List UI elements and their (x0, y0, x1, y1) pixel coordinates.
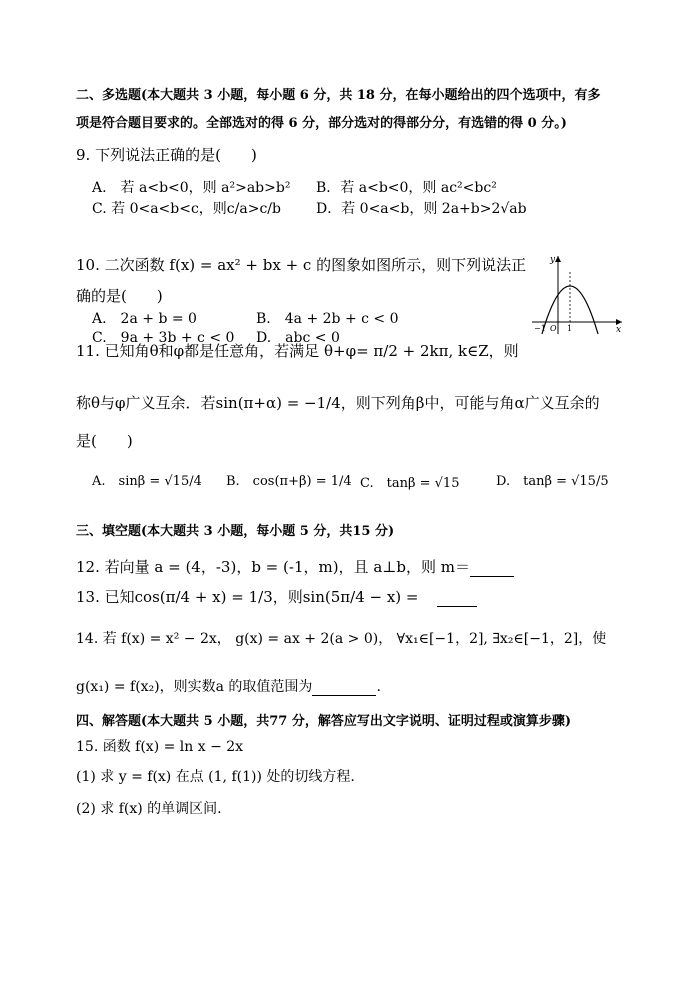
q11-stem-text-a: 已知角θ和φ都是任意角，若满足 (104, 342, 320, 360)
q14-text-line1: 若 f(x) = x² − 2x， g(x) = ax + 2(a > 0)， ∀x₁∈[−1，2], ∃x₂∈[−1，2]，使 (102, 631, 607, 647)
q15-part1: (1) 求 y = f(x) 在点 (1, f(1)) 处的切线方程. (76, 769, 355, 785)
q10-option-c: C. 9a + 3b + c < 0 (92, 330, 235, 346)
q14-line1 (76, 628, 606, 648)
q12-number: 12. (76, 558, 100, 576)
q11-option-c: C. tanβ = √15 (360, 476, 460, 491)
section3-header: 三、填空题(本大题共 3 小题，每小题 5 分，共15 分) (76, 524, 395, 539)
q10-option-b: B. 4a + 2b + c < 0 (256, 311, 399, 327)
q9-number: 9. (76, 146, 91, 164)
section4-header: 四、解答题(本大题共 5 小题，共77 分，解答应写出文字说明、证明过程或演算步骤) (76, 714, 572, 729)
q9-option-a: A. 若 a<b<0，则 a²>ab>b² (92, 180, 291, 196)
q9-option-d: D．若 0<a<b，则 2a+b>2√ab (316, 201, 527, 217)
origin-label: O (550, 324, 557, 333)
q11-stem-text-2b: ，则下列角β中，可能与角α广义互余的 (340, 394, 600, 412)
q9-stem-text: 下列说法正确的是( ) (95, 146, 257, 164)
q11-stem-line3: 是( ) (76, 432, 133, 450)
q11-option-d: D. tanβ = √15/5 (496, 474, 609, 489)
q11-number: 11. (76, 342, 100, 360)
q14-answer-blank[interactable] (312, 679, 376, 696)
q9-option-b: B．若 a<b<0，则 ac²<bc² (316, 180, 497, 196)
x-axis-label: x (616, 325, 622, 335)
q11-stem-text-b: ，则 (488, 342, 519, 360)
q11-stem-line1 (76, 340, 519, 361)
section2-header-line1: 二、多选题(本大题共 3 小题，每小题 6 分，共 18 分，在每小题给出的四个选项中，有多 (76, 88, 601, 103)
q14-text-line2: g(x₁) = f(x₂)，则实数a 的取值范围为 (76, 679, 313, 695)
q13-text: 已知cos(π/4 + x) = 1/3，则sin(5π/4 − x) = (104, 588, 419, 606)
y-axis-arrow (555, 256, 561, 262)
q12-answer-blank[interactable] (470, 558, 514, 577)
q10-number: 10. (76, 256, 100, 274)
q13-number: 13. (76, 588, 100, 606)
q10-option-d: D. abc < 0 (256, 330, 340, 346)
q10-stem-line1 (76, 254, 526, 275)
q15-stem (76, 736, 243, 756)
q10-stem-line2: 确的是( ) (76, 287, 163, 305)
q10-option-a: A. 2a + b = 0 (92, 311, 197, 327)
q14-number: 14. (76, 631, 99, 647)
q15-stem-text: 函数 f(x) = ln x − 2x (102, 739, 244, 755)
y-axis-label: y (550, 255, 556, 265)
q11-frac: 1/4 (316, 394, 341, 412)
q11-condition: θ+φ= π/2 + 2kπ, k∈Z (323, 342, 489, 360)
q15-number: 15. (76, 739, 99, 755)
q12-line (76, 556, 514, 577)
q15-part2: (2) 求 f(x) 的单调区间. (76, 801, 222, 817)
q14-line2: g(x₁) = f(x₂)，则实数a 的取值范围为 . (76, 679, 381, 695)
q11-option-b: B. cos(π+β) = 1/4 (226, 474, 352, 489)
q9-stem (76, 144, 257, 165)
q13-line (76, 586, 477, 607)
tick-pos-label: 1 (567, 324, 573, 333)
q11-stem-text-2a: 称θ与φ广义互余．若sin(π+α) = − (76, 394, 317, 412)
q11-stem-line2 (76, 392, 600, 413)
q12-text: 若向量 a = (4，-3)，b = (-1，m)，且 a⊥b，则 m＝ (104, 558, 470, 576)
q10-stem-text: 二次函数 f(x) = ax² + bx + c 的图象如图所示，则下列说法正 (104, 256, 527, 274)
q11-option-a: A. sinβ = √15/4 (92, 474, 202, 489)
tick-neg-label: −1 (534, 324, 546, 333)
q13-answer-blank[interactable] (437, 588, 477, 607)
q9-option-c: C. 若 0<a<b<c，则c/a>c/b (92, 201, 281, 217)
section2-header-line2: 项是符合题目要求的。全部选对的得 6 分，部分选对的得部分分，有选错的得 0 分。) (76, 116, 567, 131)
q10-parabola-graph (530, 252, 626, 336)
